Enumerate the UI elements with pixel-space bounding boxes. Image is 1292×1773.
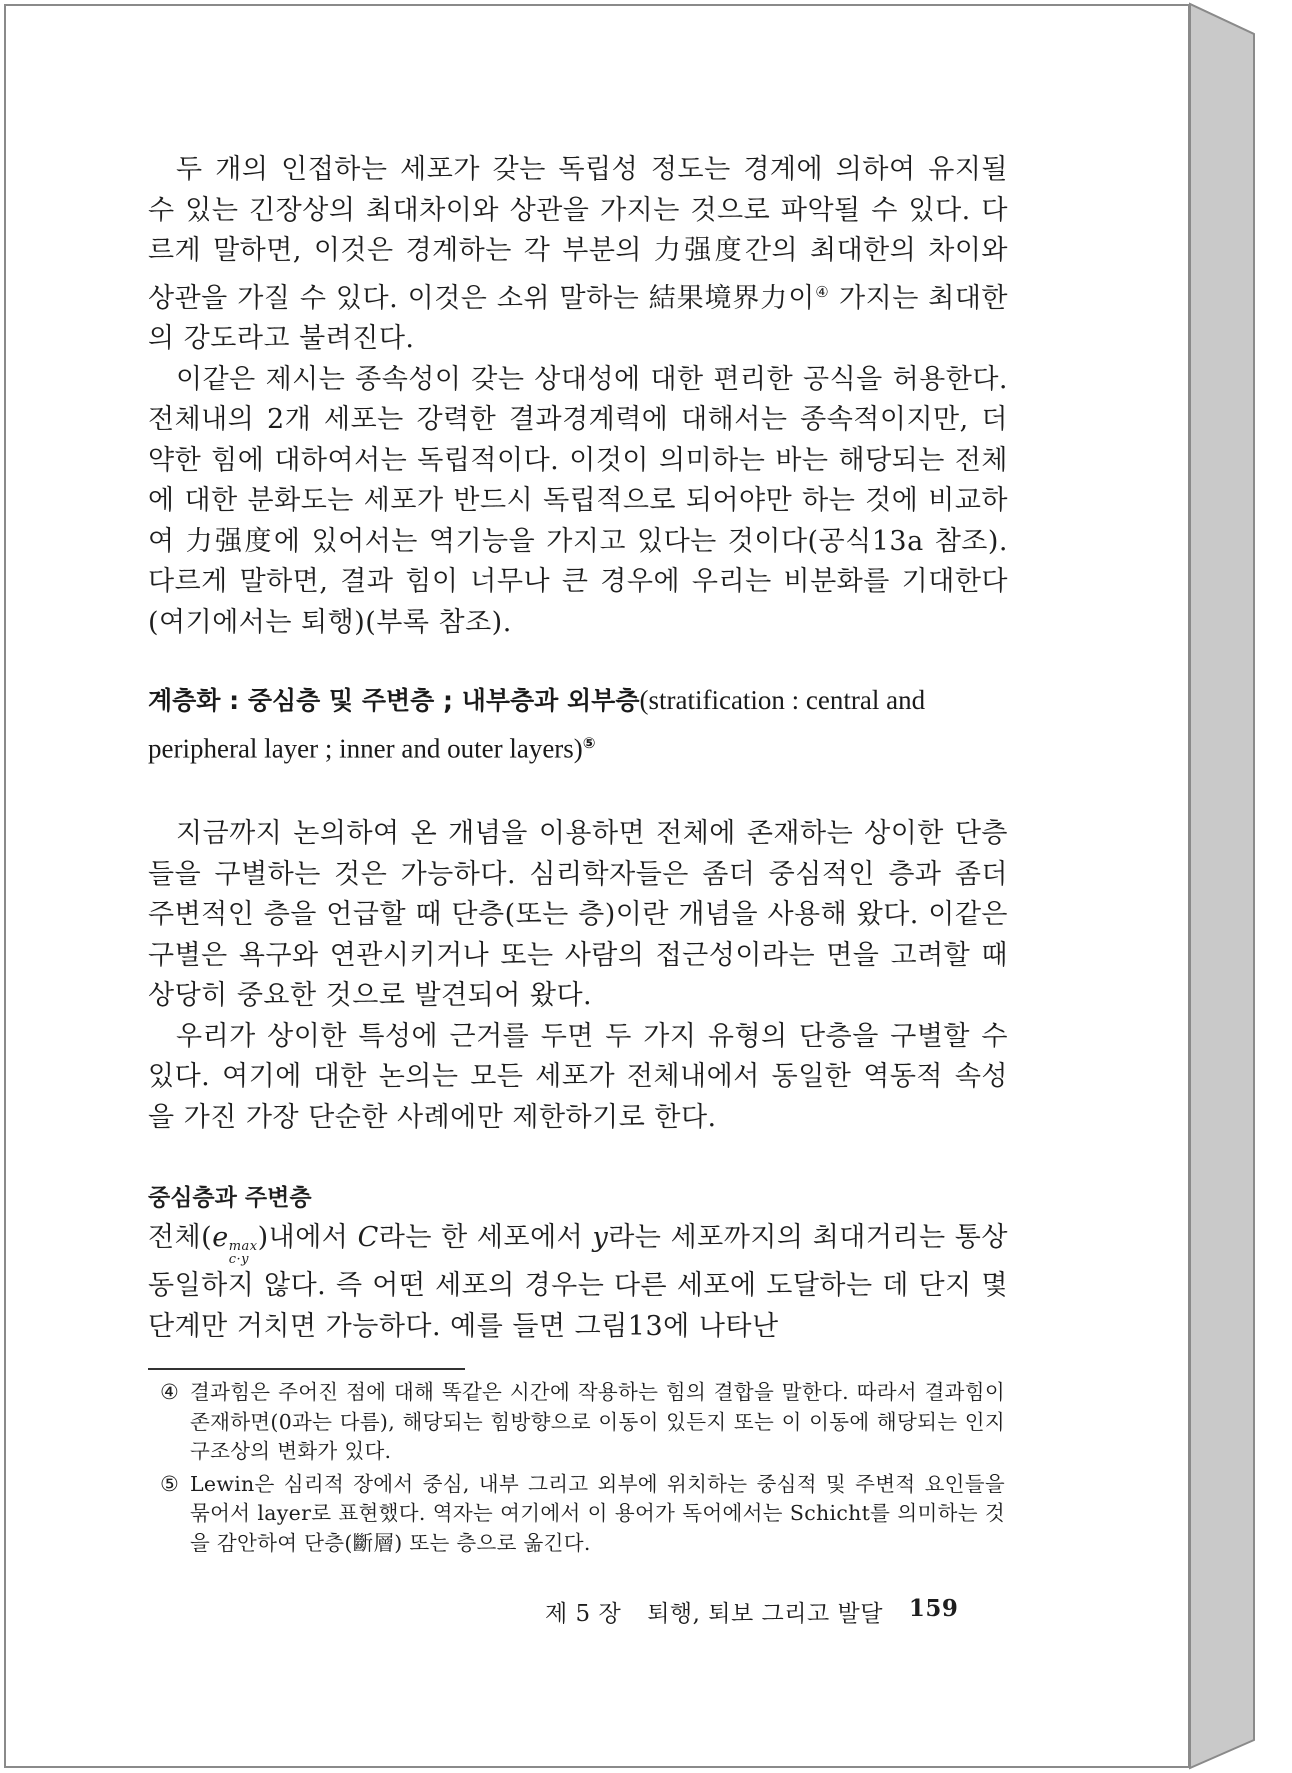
footer-chapter: 제 5 장 — [545, 1601, 622, 1627]
paragraph-1-text: 두 개의 인접하는 세포가 갖는 독립성 정도는 경계에 의하여 유지될 수 있는 긴장상의 최대차이와 상관을 가지는 것으로 파악될 수 있다. 다르게 말하면, 이것은 경계하는 각 부분의 力强度간의 최대한의 차이와 상관을 가질 수 있다. 이것은 소위 말하는 結果境界力이 — [148, 154, 1008, 314]
footnote-4 — [160, 1378, 1005, 1467]
paragraph-2-text: 이같은 제시는 종속성이 갖는 상대성에 대한 편리한 공식을 허용한다. 전체내의 2개 세포는 강력한 결과경계력에 대해서는 종속적이지만, 더 약한 힘에 대하여서는 독립적이다. 이것이 의미하는 바는 해당되는 전체에 대한 분화도는 세포가 반드시 독립적으로 되어야만 하는 것에 비교하여 力强度에 있어서는 역기능을 가지고 있다는 것이다(공식13a 참조). 다르게 말하면, 결과 힘이 너무나 큰 경우에 우리는 비분화를 기대한다(여기에서는 퇴행)(부록 참조). — [148, 363, 1008, 638]
math-var-y: y — [592, 1222, 609, 1254]
paragraph-5-mid: 라는 한 세포에서 — [378, 1222, 593, 1254]
section-heading — [148, 679, 1008, 770]
paragraph-1-end: 가지는 최대한의 강도라고 불려진다. — [148, 282, 1009, 354]
paragraph-5-rest: 라는 세포까지의 최대거리는 통상 동일하지 않다. 즉 어떤 세포의 경우는 다른 세포에 도달하는 데 단지 몇 단계만 거치면 가능하다. 예를 들면 그림13에 나타난 — [148, 1222, 1008, 1342]
page-number: 159 — [908, 1595, 959, 1622]
footer-title: 퇴행, 퇴보 그리고 발달 — [647, 1601, 883, 1627]
book-side-edge — [1190, 4, 1254, 1768]
page-footer — [545, 1595, 958, 1628]
math-sup: max — [228, 1239, 258, 1255]
paragraph-3 — [148, 814, 1008, 1017]
section-heading-english: (stratification : central and peripheral layer ; inner and outer layers) — [148, 685, 926, 764]
math-var-c: C — [357, 1222, 379, 1254]
footnotes — [160, 1378, 1005, 1561]
math-e-max — [212, 1222, 258, 1268]
footnote-4-text: 결과힘은 주어진 점에 대해 똑같은 시간에 작용하는 힘의 결합을 말한다. 따라서 결과힘이 존재하면(0과는 다름), 해당되는 힘방향으로 이동이 있든지 또는 이 이동에 해당되는 인지구조상의 변화가 있다. — [190, 1380, 1005, 1463]
paragraph-5-start: 전체( — [148, 1222, 213, 1254]
math-sup-sub — [229, 1240, 258, 1266]
subsection-heading: 중심층과 주변층 — [148, 1185, 312, 1212]
paragraph-1 — [148, 150, 1008, 360]
footnote-ref-4[interactable]: ④ — [814, 282, 830, 301]
footnote-ref-5[interactable]: ⑤ — [582, 734, 596, 752]
footnote-divider — [148, 1368, 465, 1370]
paragraph-4 — [148, 1017, 1008, 1139]
paragraph-4-text: 우리가 상이한 특성에 근거를 두면 두 가지 유형의 단층을 구별할 수 있다. 여기에 대한 논의는 모든 세포가 전체내에서 동일한 역동적 속성을 가진 가장 단순한 사례에만 제한하기로 한다. — [148, 1020, 1008, 1133]
math-base: e — [212, 1222, 229, 1254]
footnote-5-mark: ⑤ — [160, 1471, 179, 1496]
paragraph-5-after-math: )내에서 — [257, 1222, 358, 1254]
section-heading-korean: 계층화 : 중심층 및 주변층 ; 내부층과 외부층 — [148, 686, 640, 715]
paragraph-5 — [148, 1218, 1008, 1347]
footnote-4-mark: ④ — [160, 1380, 179, 1404]
math-sub: c·y — [228, 1252, 249, 1268]
paragraph-2 — [148, 360, 1008, 644]
footnote-5-text: Lewin은 심리적 장에서 중심, 내부 그리고 외부에 위치하는 중심적 및 주변적 요인들을 묶어서 layer로 표현했다. 역자는 여기에서 이 용어가 독어에서는 Schicht를 의미하는 것을 감안하여 단층(斷層) 또는 층으로 옮긴다. — [190, 1471, 1005, 1555]
paragraph-3-text: 지금까지 논의하여 온 개념을 이용하면 전체에 존재하는 상이한 단층들을 구별하는 것은 가능하다. 심리학자들은 좀더 중심적인 층과 좀더 주변적인 층을 언급할 때 단층(또는 층)이란 개념을 사용해 왔다. 이같은 구별은 욕구와 연관시키거나 또는 사람의 접근성이라는 면을 고려할 때 상당히 중요한 것으로 발견되어 왔다. — [148, 818, 1008, 1012]
page-content — [148, 150, 1008, 1347]
footnote-5 — [160, 1470, 1005, 1559]
